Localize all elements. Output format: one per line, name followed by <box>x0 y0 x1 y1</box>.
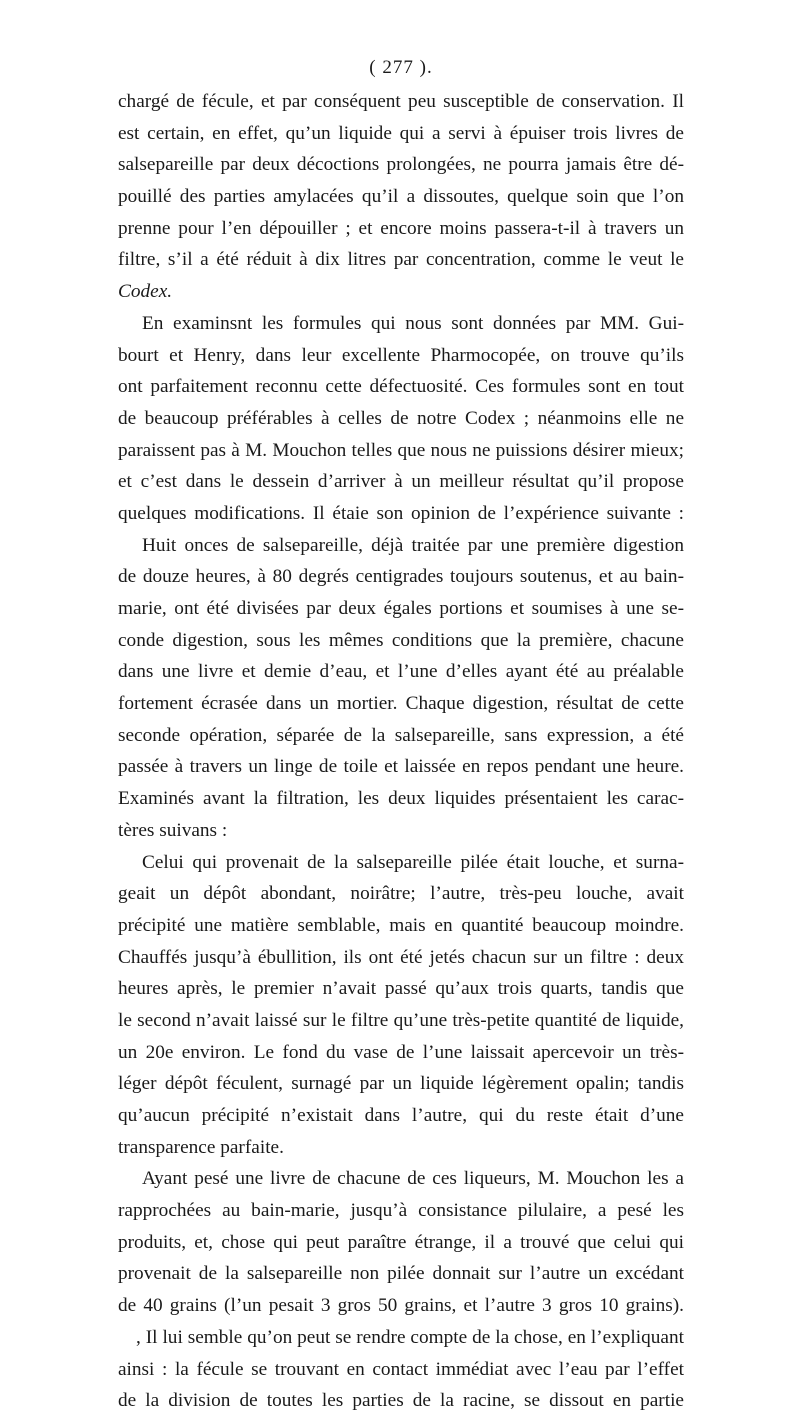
text-line: salsepareille par deux décoctions prolongées, ne pourra jamais être dé- <box>118 154 684 176</box>
stray-comma: , <box>136 1326 141 1348</box>
text-line: seconde opération, séparée de la salsepareille, sans expression, a été <box>118 724 684 746</box>
text-line: précipité une matière semblable, mais en quantité beaucoup moindre. <box>118 914 684 936</box>
text-line: dans une livre et demie d’eau, et l’une d’elles ayant été au préalable <box>118 661 684 683</box>
text-line: tères suivans : <box>118 819 228 841</box>
text-line: filtre, s’il a été réduit à dix litres par concentration, comme le veut le <box>118 249 684 271</box>
text-line: un 20e environ. Le fond du vase de l’une laissait apercevoir un très- <box>118 1041 684 1063</box>
text-line: prenne pour l’en dépouiller ; et encore moins passera-t-il à travers un <box>118 217 684 239</box>
text-line: Examinés avant la filtration, les deux liquides présentaient les carac- <box>118 788 684 810</box>
codex-title: Codex. <box>118 281 173 303</box>
text-line: bourt et Henry, dans leur excellente Pharmocopée, on trouve qu’ils <box>118 344 684 366</box>
text-line: ont parfaitement reconnu cette défectuosité. Ces formules sont en tout <box>118 376 684 398</box>
text-line: qu’aucun précipité n’existait dans l’autre, qui du reste était d’une <box>118 1105 684 1126</box>
text-line: produits, et, chose qui peut paraître étrange, il a trouvé que celui qui <box>118 1231 684 1253</box>
paragraph-3 <box>118 530 684 847</box>
text-line: Celui qui provenait de la salsepareille pilée était louche, et surna- <box>142 851 684 873</box>
text-line: conde digestion, sous les mêmes conditions que la première, chacune <box>118 629 684 651</box>
text-line: quelques modifications. Il étaie son opinion de l’expérience suivante : <box>118 502 684 524</box>
text-line: Chauffés jusqu’à ébullition, ils ont été jetés chacun sur un filtre : deux <box>118 946 684 968</box>
text-line: Huit onces de salsepareille, déjà traitée par une première digestion <box>142 534 684 556</box>
document-page <box>118 56 684 1417</box>
text-line: est certain, en effet, qu’un liquide qui a servi à épuiser trois livres de <box>118 122 684 144</box>
text-line: transparence parfaite. <box>118 1136 284 1158</box>
text-line <box>118 1322 684 1354</box>
text-line: fortement écrasée dans un mortier. Chaque digestion, résultat de cette <box>118 693 684 715</box>
text-line: de 40 grains (l’un pesait 3 gros 50 grains, et l’autre 3 gros 10 grains). <box>118 1295 684 1317</box>
text-line: de la division de toutes les parties de la racine, se dissout en partie <box>118 1390 684 1412</box>
text-line: ainsi : la fécule se trouvant en contact immédiat avec l’eau par l’effet <box>118 1358 684 1380</box>
text-line: paraissent pas à M. Mouchon telles que nous ne puissions désirer mieux; <box>118 439 684 461</box>
text-line <box>118 276 684 308</box>
text-line: rapprochées au bain-marie, jusqu’à consistance pilulaire, a pesé les <box>118 1200 684 1222</box>
paragraph-6 <box>118 1322 684 1417</box>
text-line: de douze heures, à 80 degrés centigrades toujours soutenus, et au bain- <box>118 566 684 588</box>
text-line: En examinsnt les formules qui nous sont données par MM. Gui- <box>142 312 684 334</box>
paragraph-4 <box>118 847 684 1164</box>
paragraph-1 <box>118 86 684 308</box>
text-line: de beaucoup préférables à celles de notre Codex ; néanmoins elle ne <box>118 407 684 429</box>
paragraph-5 <box>118 1163 684 1321</box>
text-line: chargé de fécule, et par conséquent peu susceptible de conservation. Il <box>118 91 684 112</box>
paragraph-2 <box>118 308 684 530</box>
text-line: et c’est dans le dessein d’arriver à un meilleur résultat qu’il propose <box>118 471 684 493</box>
text-line: marie, ont été divisées par deux égales portions et soumises à une se- <box>118 598 684 619</box>
text-line: passée à travers un linge de toile et laissée en repos pendant une heure. <box>118 756 684 778</box>
text-line: pouillé des parties amylacées qu’il a dissoutes, quelque soin que l’on <box>118 186 684 208</box>
text-line-content: Il lui semble qu’on peut se rendre compte de la chose, en l’expliquant <box>145 1326 684 1348</box>
text-line: léger dépôt féculent, surnagé par un liquide légèrement opalin; tandis <box>118 1073 684 1095</box>
text-line: heures après, le premier n’avait passé qu’aux trois quarts, tandis que <box>118 978 684 1000</box>
page-number: ( 277 ). <box>369 57 433 78</box>
text-line: geait un dépôt abondant, noirâtre; l’autre, très-peu louche, avait <box>118 883 684 905</box>
text-line: le second n’avait laissé sur le filtre qu’une très-petite quantité de liquide, <box>118 1009 684 1031</box>
text-line: provenait de la salsepareille non pilée donnait sur l’autre un excédant <box>118 1263 684 1285</box>
text-line: Ayant pesé une livre de chacune de ces liqueurs, M. Mouchon les a <box>142 1168 684 1190</box>
